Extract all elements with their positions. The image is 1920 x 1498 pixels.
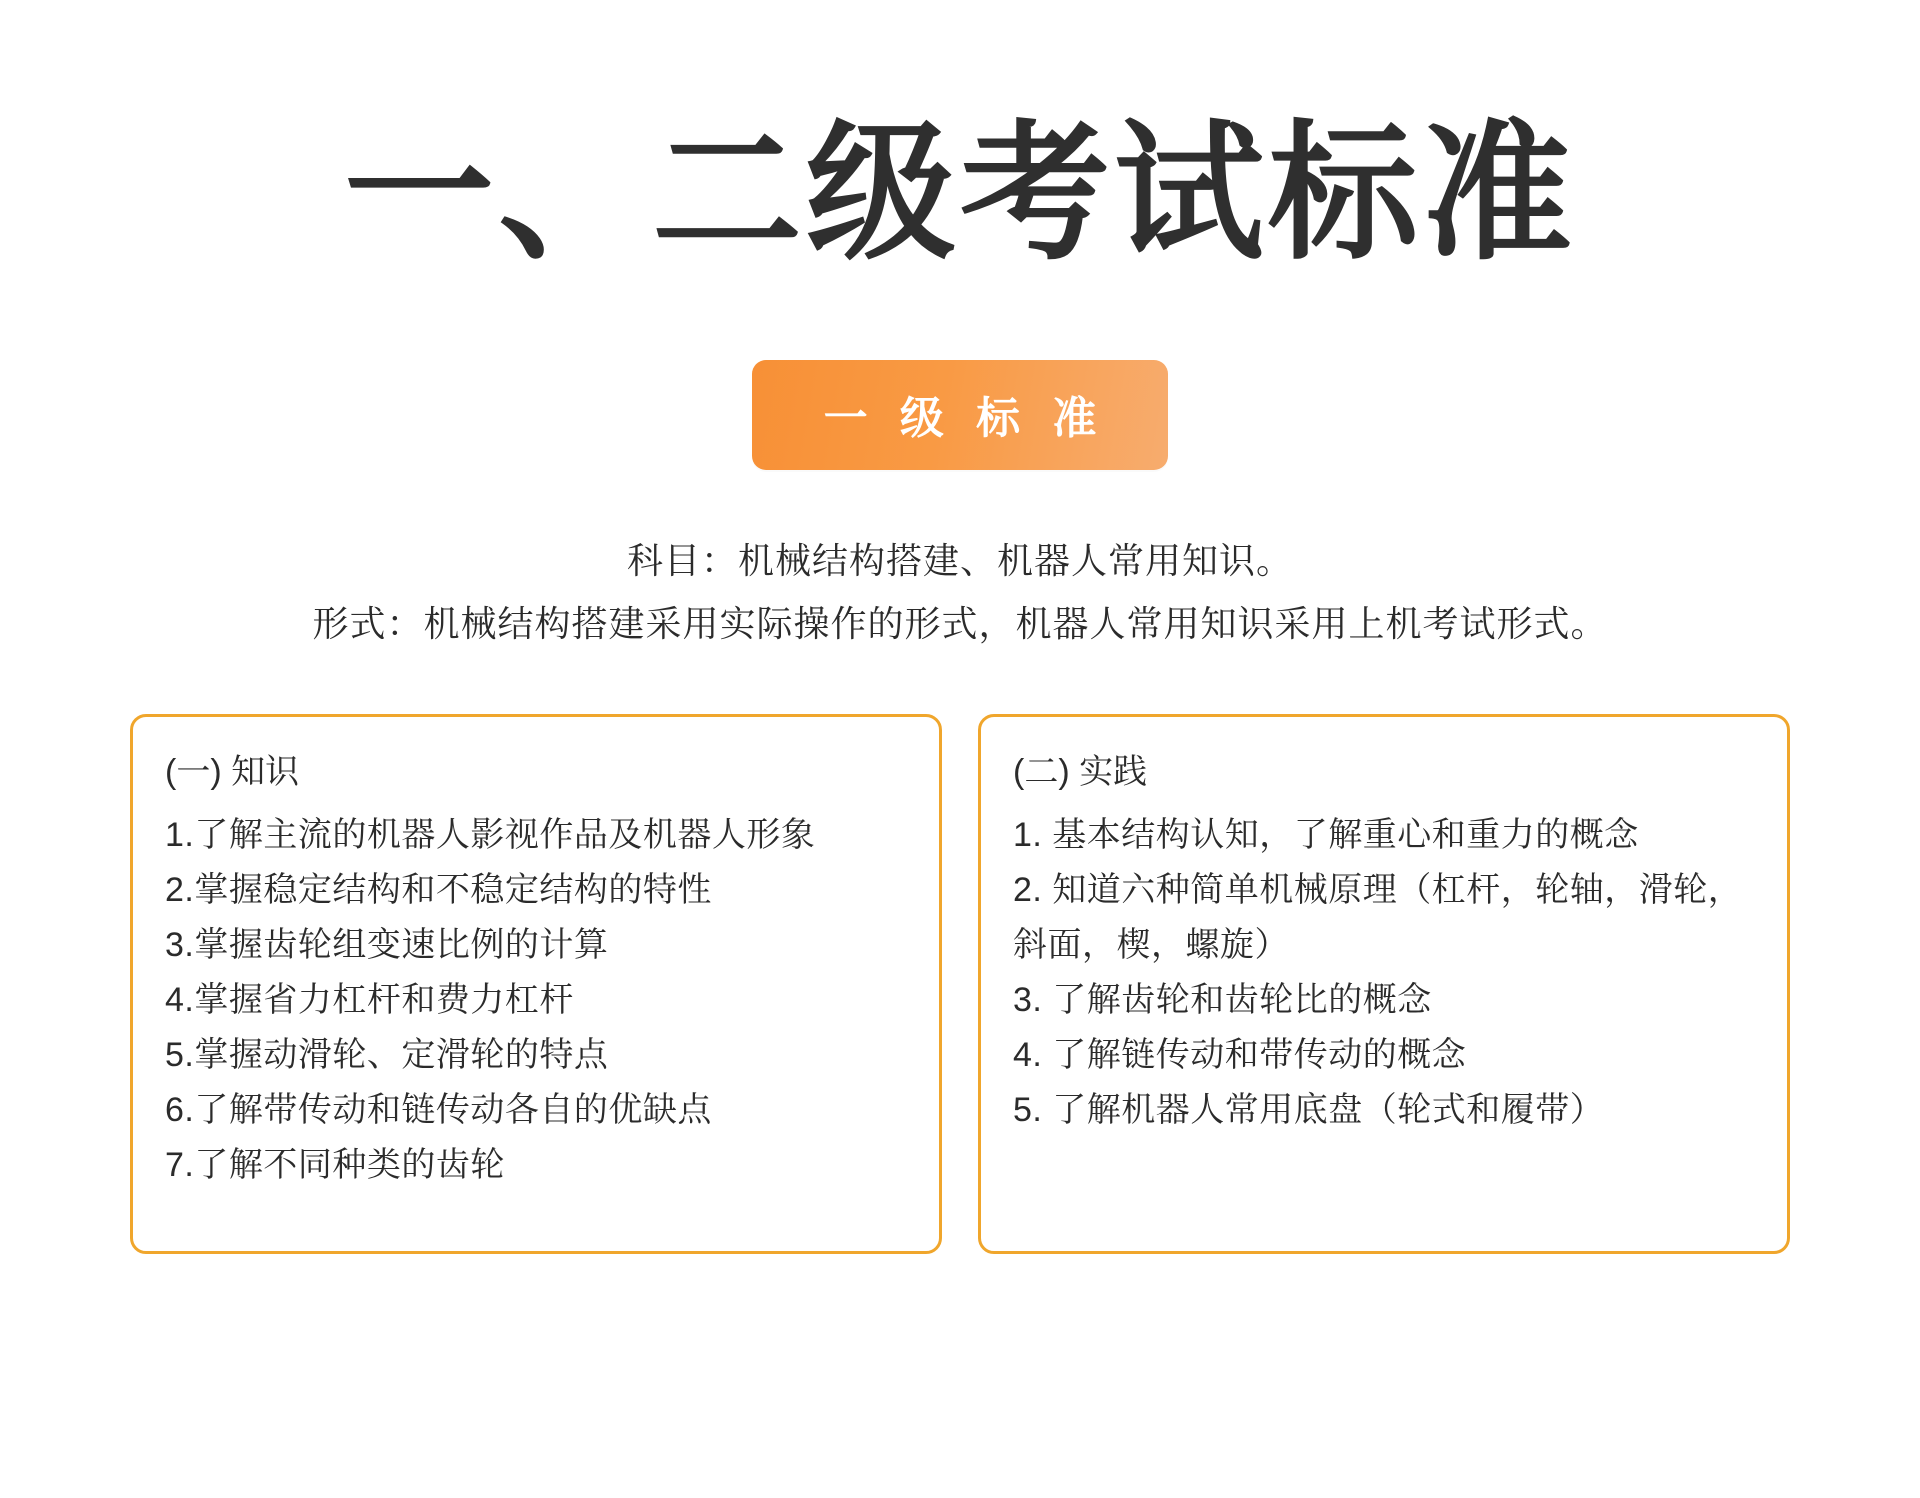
- badge-container: [0, 360, 1920, 470]
- list-item: 4.掌握省力杠杆和费力杠杆: [165, 980, 574, 1019]
- section-practice-heading: (二) 实践: [1013, 752, 1148, 791]
- section-knowledge-heading: (一) 知识: [165, 752, 300, 791]
- subject-line: 科目：机械结构搭建、机器人常用知识。: [626, 540, 1293, 581]
- list-item: 3.掌握齿轮组变速比例的计算: [165, 925, 609, 964]
- list-item: 1.了解主流的机器人影视作品及机器人形象: [165, 815, 816, 854]
- list-item: 5.掌握动滑轮、定滑轮的特点: [165, 1035, 609, 1074]
- format-line: 形式：机械结构搭建采用实际操作的形式，机器人常用知识采用上机考试形式。: [312, 603, 1608, 644]
- list-item: 1. 基本结构认知，了解重心和重力的概念: [1013, 815, 1639, 854]
- list-item: 7.了解不同种类的齿轮: [165, 1145, 505, 1184]
- document-page: [0, 100, 1920, 1498]
- list-item: 6.了解带传动和链传动各自的优缺点: [165, 1090, 712, 1129]
- status-badge: 一 级 标 准: [752, 360, 1169, 470]
- section-practice-list: [1013, 808, 1757, 1138]
- page-title: 一、二级考试标准: [343, 109, 1576, 277]
- list-item: 3. 了解齿轮和齿轮比的概念: [1013, 980, 1432, 1019]
- intro-block: [0, 530, 1920, 656]
- section-practice: [978, 714, 1790, 1254]
- list-item: 2.掌握稳定结构和不稳定结构的特性: [165, 870, 712, 909]
- list-item: 2. 知道六种简单机械原理（杠杆，轮轴，滑轮，斜面，楔，螺旋）: [1013, 870, 1743, 964]
- sections-container: [130, 714, 1790, 1254]
- section-knowledge-list: [165, 808, 909, 1194]
- section-knowledge: [130, 714, 942, 1254]
- list-item: 5. 了解机器人常用底盘（轮式和履带）: [1013, 1090, 1605, 1129]
- list-item: 4. 了解链传动和带传动的概念: [1013, 1035, 1467, 1074]
